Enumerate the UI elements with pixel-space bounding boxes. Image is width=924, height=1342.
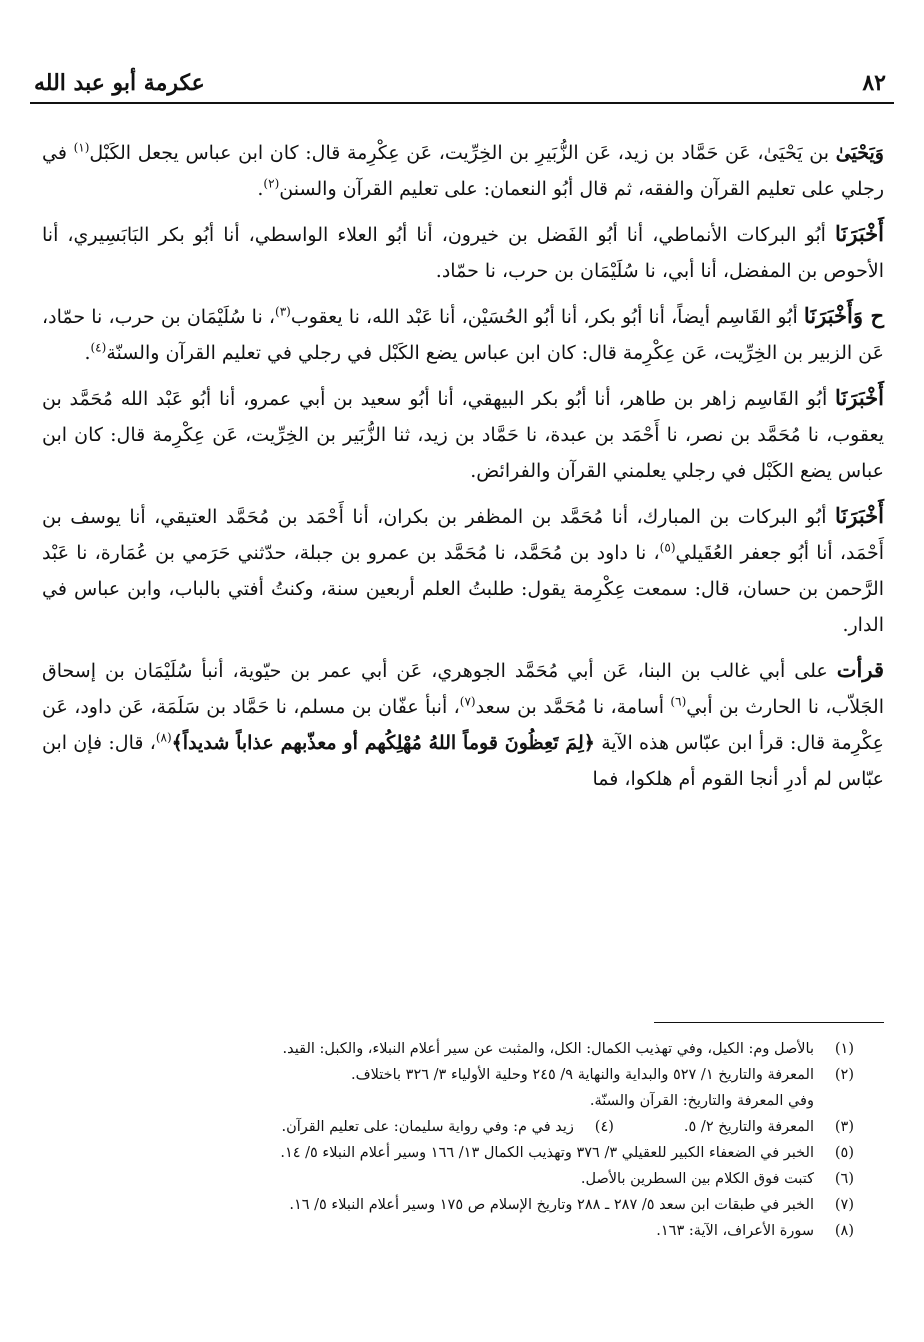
paragraph [42, 498, 884, 643]
footnote-number [814, 1088, 854, 1114]
footnote [150, 1192, 854, 1218]
paragraph [42, 135, 884, 207]
footnote-number: (١) [834, 1041, 854, 1057]
footnote-marker: (٣) [275, 304, 291, 319]
footnote [150, 1140, 854, 1166]
text-run: أسامة، نا مُحَمَّد بن سعد [475, 696, 671, 718]
footnote-text: المعرفة والتاريخ ١/ ٥٢٧ والبداية والنهاية ٩/ ٢٤٥ وحلية الأولياء ٣/ ٣٢٦ باختلاف. [350, 1067, 814, 1083]
footnotes [150, 1036, 854, 1244]
footnote [150, 1062, 854, 1088]
footnote-text: الخبر في الضعفاء الكبير للعقيلي ٣/ ٣٧٦ وتهذيب الكمال ١٣/ ١٦٦ وسير أعلام النبلاء ٥/ ١٤. [280, 1145, 814, 1161]
page-number: ٨٢ [862, 70, 886, 96]
paragraph-lead: أَخْبَرَنَا [835, 385, 884, 410]
footnote-text: بالأصل وم: الكيل، وفي تهذيب الكمال: الكل، والمثبت عن سير أعلام النبلاء، والكبل: القيد. [282, 1041, 814, 1057]
text-run: أبُو القَاسِم زاهر بن طاهر، أنا أبُو بكر البيهقي، أنا أبُو سعيد بن أبي عمرو، أنا أبُو عَبْد الله مُحَمَّد بن يعقوب، نا مُحَمَّد بن نصر، نا أَحْمَد بن عبدة، نا حَمَّاد بن زيد، ثنا الزُّبَير بن الخِرِّيت، عَن عِكْرِمة قال: كان ابن عباس يضع الكَبْل في رجلي يعلمني القرآن والفرائض. [42, 388, 884, 482]
footnote-number: (٥) [834, 1145, 854, 1161]
text-run: ، قال: فإن ابن عبّاس لم أدرِ أنجا القوم أم هلكوا، فما [42, 732, 884, 790]
text-run: وَيَحْيَىٰ [835, 142, 884, 164]
text-run: ﴿لِمَ تَعِظُونَ قوماً اللهُ مُهْلِكُهم أو معذّبهم عذاباً شديداً﴾ [171, 732, 595, 754]
text-run: بن يَحْيَىٰ، عَن حَمَّاد بن زيد، عَن الزُّبَيرِ بن الخِرِّيت، عَن عِكْرِمة قال: كان ابن عباس يجعل الكَبْل [89, 142, 836, 164]
footnote [150, 1114, 854, 1140]
text-run: ، نا داود بن مُحَمَّد، نا مُحَمَّد بن عمرو بن جبلة، حدّثني حَرَمي بن عُمَارة، نا عَبْد الرَّحمن بن حسان، قال: سمعت عِكْرِمة يقول: طلبتُ العلم أربعين سنة، وكنتُ أفتي بالباب، وابن عباس في الدار. [42, 542, 884, 636]
footnote-text: الخبر في طبقات ابن سعد ٥/ ٢٨٧ ـ ٢٨٨ وتاريخ الإسلام ص ١٧٥ وسير أعلام النبلاء ٥/ ١٦. [289, 1197, 814, 1213]
text-run: أبُو البركات بن المبارك، أنا مُحَمَّد بن المظفر بن بكران، أنا أَحْمَد بن مُحَمَّد العتيقي، أنا يوسف بن أَحْمَد، أنا أبُو جعفر العُقَيلي [42, 506, 884, 564]
paragraph [42, 652, 884, 797]
footnote-marker: (٢) [263, 176, 280, 191]
footnote-separator [654, 1022, 884, 1023]
footnote [150, 1218, 854, 1244]
footnote-marker: (٦) [670, 694, 687, 709]
footnote-text: سورة الأعراف، الآية: ١٦٣. [656, 1223, 814, 1239]
footnote-text: وفي المعرفة والتاريخ: القرآن والسنّة. [589, 1093, 814, 1109]
paragraph-lead: ح وَأَخْبَرَنَا [803, 303, 885, 328]
text-run: ، أنبأ عفّان بن مسلم، نا حَمَّاد بن سَلَمَة، عَن داود، عَن عِكْرِمة قال: قرأ ابن عبّاس هذه الآية [42, 696, 884, 754]
text-run: على أبي غالب بن البنا، عَن أبي مُحَمَّد الجوهري، عَن أبي عمر بن حيّوية، أنبأ سُلَيْمَان بن إسحاق الجَلاّب، نا الحارث بن أبي [42, 660, 884, 718]
footnote-marker: (٤) [90, 340, 107, 355]
footnote-text: كتبت فوق الكلام بين السطرين بالأصل. [580, 1171, 814, 1187]
page-header [30, 62, 894, 104]
footnote-text: المعرفة والتاريخ ٢/ ٥. [683, 1119, 814, 1135]
footnote [150, 1088, 854, 1114]
paragraph [42, 298, 884, 371]
text-run: أبُو القَاسِم أيضاً، أنا أبُو بكر، أنا أبُو الحُسَيْن، أنا عَبْد الله، نا يعقوب [290, 306, 804, 328]
footnote-marker: (٥) [659, 540, 676, 555]
footnote-number: (٣) [834, 1119, 854, 1135]
footnote [150, 1036, 854, 1062]
main-text [42, 135, 884, 806]
footnote-number: (٧) [834, 1197, 854, 1213]
footnote-number: (٦) [834, 1171, 854, 1187]
footnote [150, 1166, 854, 1192]
text-run: . [257, 178, 264, 200]
text-run: . [84, 342, 91, 364]
footnote-marker: (١) [73, 140, 90, 155]
text-run: أبُو البركات الأنماطي، أنا أبُو الفَضل بن خيرون، أنا أبُو العلاء الواسطي، أنا أبُو بكر البَابَسِيري، أنا الأحوص بن المفضل، أنا أبي، نا سُلَيْمَان بن حرب، نا حمّاد. [42, 224, 884, 282]
footnote-number: (٢) [834, 1067, 854, 1083]
footnote-number: (٤) [594, 1119, 614, 1135]
running-title: عكرمة أبو عبد الله [34, 70, 205, 96]
paragraph-lead: قرأت [836, 657, 884, 682]
footnote-number: (٨) [834, 1223, 854, 1239]
paragraph-lead: أَخْبَرَنَا [835, 221, 884, 246]
footnote-marker: (٨) [155, 730, 172, 745]
text-run: في رجلي على تعليم القرآن والفقه، ثم قال أبُو النعمان: على تعليم القرآن والسنن [42, 142, 884, 200]
paragraph-lead: أَخْبَرَنَا [835, 503, 884, 528]
footnote-marker: (٧) [459, 694, 476, 709]
text-run: ، نا سُلَيْمَان بن حرب، نا حمّاد، عَن الزبير بن الخِرِّيت، عَن عِكْرِمة قال: كان ابن عباس يضع الكَبْل في رجلي في تعليم القرآن والسنّة [42, 306, 884, 364]
footnote-text: زيد في م: وفي رواية سليمان: على تعليم القرآن. [281, 1119, 574, 1135]
paragraph [42, 216, 884, 289]
paragraph [42, 380, 884, 489]
